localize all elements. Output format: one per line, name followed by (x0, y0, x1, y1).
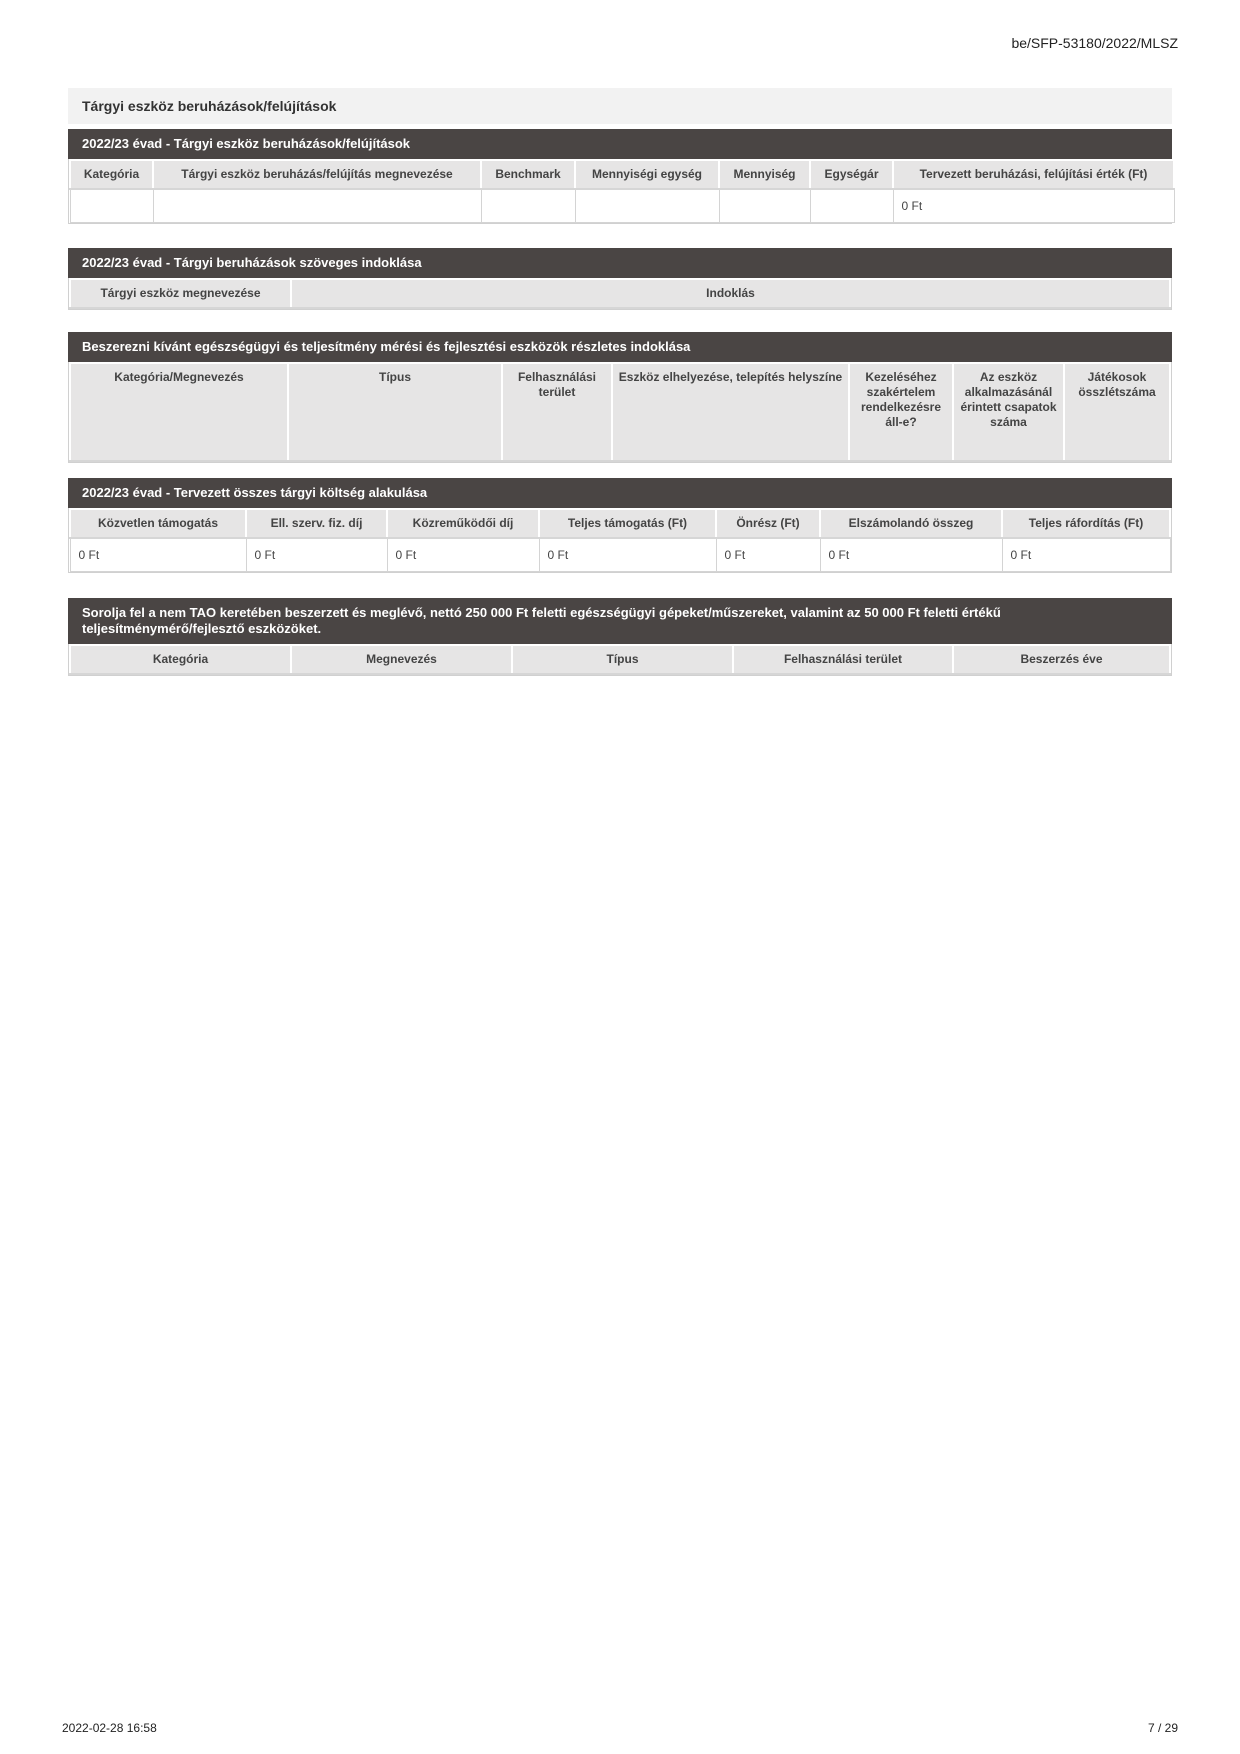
table-cell (153, 189, 481, 223)
table-cell (481, 189, 575, 223)
table-cell (810, 189, 893, 223)
table-title: Sorolja fel a nem TAO keretében beszerzett és meglévő, nettó 250 000 Ft feletti egészségügyi gépeket/műszereket, valamint az 50 000 Ft feletti értékű teljesítménymérő/fejlesztő eszközöket. (68, 598, 1172, 644)
column-header: Mennyiség (719, 160, 810, 189)
column-header: Indoklás (291, 279, 1170, 308)
column-header: Teljes támogatás (Ft) (539, 509, 716, 538)
justification-table (69, 278, 1171, 309)
footer-timestamp: 2022-02-28 16:58 (62, 1721, 157, 1735)
column-header: Felhasználási terület (502, 363, 612, 461)
table-title: 2022/23 évad - Tárgyi eszköz beruházások/felújítások (68, 129, 1172, 159)
page-number: 7 / 29 (1147, 1721, 1178, 1735)
column-header: Kategória/Megnevezés (70, 363, 288, 461)
column-header: Felhasználási terület (733, 645, 953, 674)
document-id: be/SFP-53180/2022/MLSZ (1011, 35, 1178, 51)
column-header: Egységár (810, 160, 893, 189)
column-header: Az eszköz alkalmazásánál érintett csapatok száma (953, 363, 1064, 461)
table-cell: 0 Ft (539, 538, 716, 572)
justification-table-block (68, 248, 1172, 310)
column-header: Beszerzés éve (953, 645, 1170, 674)
column-header: Mennyiségi egység (575, 160, 719, 189)
column-header: Megnevezés (291, 645, 512, 674)
table-cell: 0 Ft (1002, 538, 1170, 572)
column-header: Teljes ráfordítás (Ft) (1002, 509, 1170, 538)
equipment-justification-block (68, 332, 1172, 463)
column-header: Közvetlen támogatás (70, 509, 246, 538)
table-cell: 0 Ft (70, 538, 246, 572)
table-row (70, 189, 1174, 223)
table-cell: 0 Ft (893, 189, 1174, 223)
section-title: Tárgyi eszköz beruházások/felújítások (68, 88, 1172, 124)
column-header: Önrész (Ft) (716, 509, 820, 538)
column-header: Kezeléséhez szakértelem rendelkezésre áll-e? (849, 363, 953, 461)
column-header: Benchmark (481, 160, 575, 189)
column-header: Ell. szerv. fiz. díj (246, 509, 387, 538)
table-cell: 0 Ft (820, 538, 1002, 572)
table-cell: 0 Ft (387, 538, 539, 572)
column-header: Eszköz elhelyezése, telepítés helyszíne (612, 363, 849, 461)
column-header: Tervezett beruházási, felújítási érték (Ft) (893, 160, 1174, 189)
column-header: Tárgyi eszköz megnevezése (70, 279, 291, 308)
existing-equipment-block (68, 598, 1172, 676)
investments-table (69, 159, 1175, 223)
column-header: Tárgyi eszköz beruházás/felújítás megnevezése (153, 160, 481, 189)
column-header: Kategória (70, 160, 153, 189)
table-cell (575, 189, 719, 223)
table-row (70, 538, 1170, 572)
column-header: Típus (288, 363, 502, 461)
column-header: Kategória (70, 645, 291, 674)
column-header: Játékosok összlétszáma (1064, 363, 1170, 461)
table-cell (70, 189, 153, 223)
table-title: Beszerezni kívánt egészségügyi és teljesítmény mérési és fejlesztési eszközök részletes indoklása (68, 332, 1172, 362)
cost-summary-block (68, 478, 1172, 573)
table-title: 2022/23 évad - Tárgyi beruházások szöveges indoklása (68, 248, 1172, 278)
column-header: Közreműködői díj (387, 509, 539, 538)
existing-equipment-table (69, 644, 1171, 675)
table-cell: 0 Ft (716, 538, 820, 572)
table-cell: 0 Ft (246, 538, 387, 572)
column-header: Típus (512, 645, 733, 674)
equipment-justification-table (69, 362, 1171, 462)
column-header: Elszámolandó összeg (820, 509, 1002, 538)
table-title: 2022/23 évad - Tervezett összes tárgyi költség alakulása (68, 478, 1172, 508)
cost-summary-table (69, 508, 1171, 572)
table-cell (719, 189, 810, 223)
investments-table-block (68, 129, 1172, 224)
